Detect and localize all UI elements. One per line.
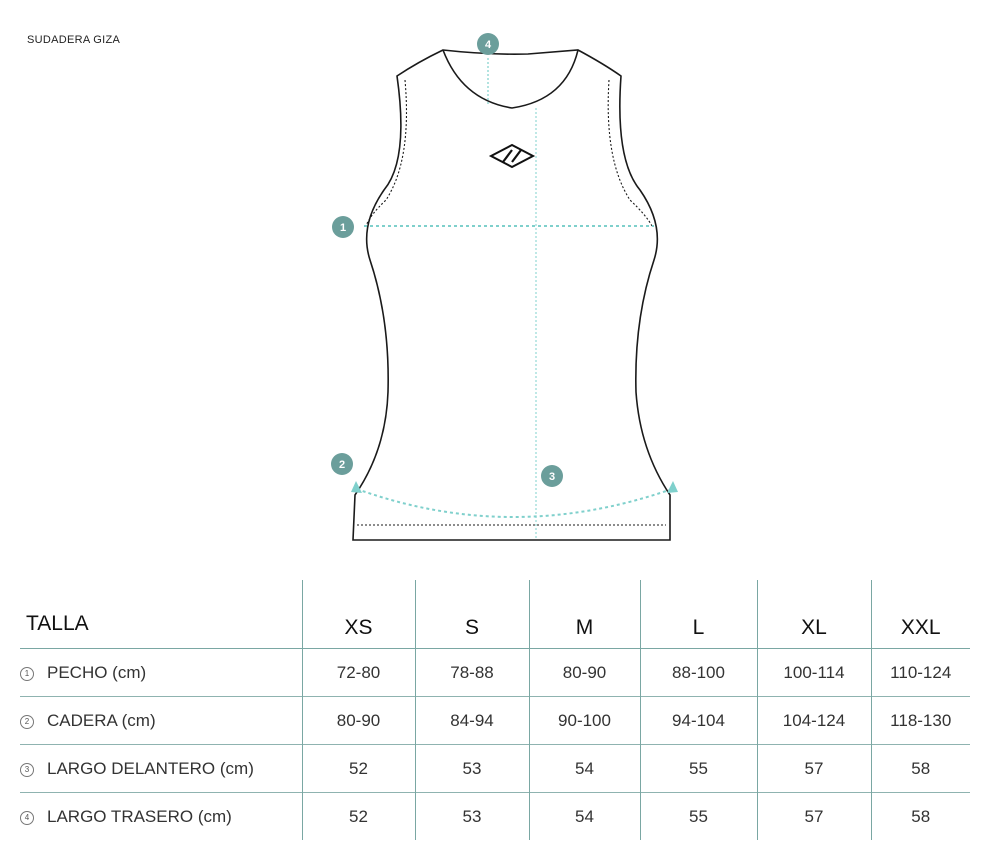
hip-arrow-right-icon — [667, 481, 678, 493]
garment-outline — [353, 50, 670, 540]
table-cell: 78-88 — [415, 649, 529, 697]
table-row-largo-trasero — [20, 793, 970, 841]
row-number-icon: 1 — [20, 667, 34, 681]
table-cell: 55 — [640, 793, 757, 841]
marker-chest — [332, 216, 354, 238]
table-cell: 58 — [871, 745, 970, 793]
table-cell: 57 — [757, 745, 871, 793]
table-cell: 88-100 — [640, 649, 757, 697]
row-label — [20, 793, 302, 841]
table-cell: 57 — [757, 793, 871, 841]
row-label — [20, 649, 302, 697]
size-xxl-header: XXL — [871, 580, 970, 649]
svg-text:4: 4 — [484, 39, 492, 51]
table-row-cadera — [20, 697, 970, 745]
marker-back-length — [477, 33, 499, 55]
table-cell: 58 — [871, 793, 970, 841]
svg-text:3: 3 — [548, 471, 556, 483]
table-cell: 100-114 — [757, 649, 871, 697]
row-number-icon: 2 — [20, 715, 34, 729]
table-cell: 54 — [529, 793, 640, 841]
row-label-text: LARGO DELANTERO (cm) — [47, 758, 254, 778]
table-cell: 52 — [302, 793, 415, 841]
table-cell: 55 — [640, 745, 757, 793]
size-l-header: L — [640, 580, 757, 649]
table-cell: 80-90 — [529, 649, 640, 697]
row-number-icon: 3 — [20, 763, 34, 777]
table-cell: 94-104 — [640, 697, 757, 745]
table-cell: 80-90 — [302, 697, 415, 745]
table-cell: 72-80 — [302, 649, 415, 697]
table-row-largo-delantero — [20, 745, 970, 793]
row-label-text: PECHO (cm) — [47, 662, 147, 682]
size-xs-header: XS — [302, 580, 415, 649]
table-cell: 90-100 — [529, 697, 640, 745]
table-cell: 84-94 — [415, 697, 529, 745]
table-cell: 118-130 — [871, 697, 970, 745]
row-label — [20, 745, 302, 793]
marker-hip — [331, 453, 353, 475]
table-cell: 53 — [415, 745, 529, 793]
size-xl-header: XL — [757, 580, 871, 649]
size-header-row — [20, 580, 970, 649]
table-row-pecho — [20, 649, 970, 697]
size-s-header: S — [415, 580, 529, 649]
marker-front-length — [541, 465, 563, 487]
talla-header: TALLA — [26, 612, 89, 635]
row-label — [20, 697, 302, 745]
table-cell: 53 — [415, 793, 529, 841]
product-title: SUDADERA GIZA — [27, 34, 121, 46]
row-number-icon: 4 — [20, 811, 34, 825]
size-m-header: M — [529, 580, 640, 649]
svg-text:1: 1 — [339, 222, 347, 234]
size-table — [20, 580, 970, 840]
table-cell: 54 — [529, 745, 640, 793]
row-label-text: LARGO TRASERO (cm) — [47, 806, 232, 826]
svg-text:2: 2 — [338, 459, 346, 471]
row-label-text: CADERA (cm) — [47, 710, 156, 730]
table-cell: 104-124 — [757, 697, 871, 745]
table-cell: 52 — [302, 745, 415, 793]
table-cell: 110-124 — [871, 649, 970, 697]
